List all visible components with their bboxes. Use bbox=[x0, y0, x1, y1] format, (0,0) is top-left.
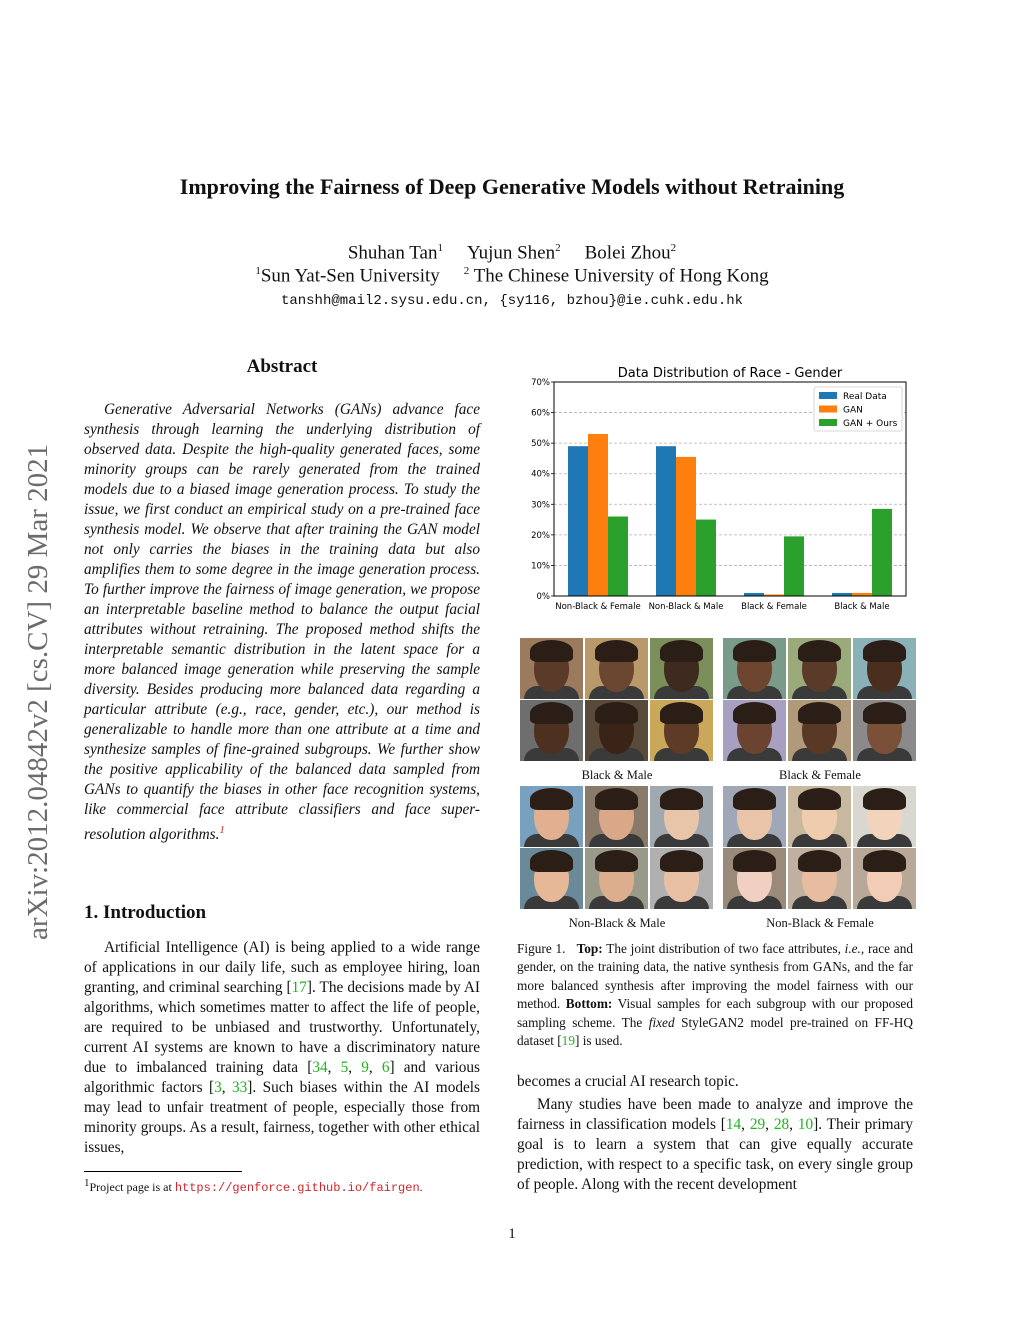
footnote-number: 1 bbox=[84, 1177, 90, 1189]
race-gender-bar-chart bbox=[520, 360, 916, 620]
x-tick-label: Non-Black & Female bbox=[555, 602, 641, 612]
text-run: ]. The decisions made by AI algorithms, which sometimes matter to affect the life of people, are required to be unbiased and trustworthy. Unfortunately, current AI systems are known to have a discriminatory nature due to imbalanced training data [ bbox=[84, 979, 480, 1076]
citation-link[interactable]: 29 bbox=[749, 1116, 766, 1133]
footnote-text: Project page is at bbox=[89, 1180, 175, 1194]
bar bbox=[608, 517, 628, 596]
y-tick-label: 30% bbox=[531, 500, 550, 511]
author-affil-mark: 2 bbox=[670, 242, 677, 254]
face-sample-image bbox=[650, 700, 713, 761]
text-run: fixed bbox=[648, 1014, 675, 1030]
text-run: ] is used. bbox=[574, 1033, 623, 1049]
face-sample-image bbox=[853, 848, 916, 909]
paper-title: Improving the Fairness of Deep Generative Models without Retraining bbox=[179, 174, 845, 199]
figure-caption bbox=[517, 940, 913, 1050]
citation-link[interactable]: 19 bbox=[561, 1033, 575, 1049]
face-sample-image bbox=[723, 700, 786, 761]
face-sample-image bbox=[650, 786, 713, 847]
y-tick-label: 70% bbox=[531, 378, 550, 388]
face-sample-image bbox=[585, 638, 648, 699]
author-emails: tanshh@mail2.sysu.edu.cn, {sy116, bzhou}@ie.cuhk.edu.hk bbox=[280, 293, 744, 309]
caption-label: Figure 1. bbox=[517, 941, 566, 956]
text-run: . bbox=[419, 1180, 423, 1194]
face-sample-image bbox=[788, 700, 851, 761]
abstract-body: Generative Adversarial Networks (GANs) advance face synthesis through learning the underlying distribution of observed data. Despite the high-quality generated faces, some minority groups can be rarely generated from the trained models due to a biased image generation process. To study the issue, we first conduct an empirical study on a pre-trained face synthesis model. We observe that after training the GAN model not only carries the biases in the training data but also amplifies them to some degree in the image generation process. To further improve the fairness of image generation, we propose an interpretable baseline method to balance the output facial attributes without retraining. The proposed method shifts the interpretable semantic distribution in the latent space for a more balanced image generation while preserving the sample diversity. Besides producing more balanced data regarding a particular attribute (e.g., race, gender, etc.), our method is generalizable to handle more than one attribute at a time and synthesize samples of fine-grained subgroups. We further show the positive applicability of the balanced data sampled from GANs to quantify the biases in other face recognition systems, like commercial face attribute classifiers and face super-resolution algorithms. bbox=[84, 401, 480, 844]
y-tick-label: 50% bbox=[531, 439, 550, 450]
face-group-label: Non-Black & Male bbox=[568, 916, 666, 930]
footnote bbox=[84, 1177, 480, 1195]
face-sample-image bbox=[650, 638, 713, 699]
right-column-text bbox=[517, 1072, 913, 1195]
text-run: StyleGAN2 model pre-trained on FF-HQ dataset [ bbox=[517, 1014, 913, 1049]
face-sample-image bbox=[723, 786, 786, 847]
affiliation: The Chinese University of Hong Kong bbox=[473, 265, 769, 287]
face-sample-image bbox=[788, 638, 851, 699]
author-list bbox=[0, 242, 1024, 264]
author-affil-mark: 1 bbox=[437, 242, 443, 254]
face-sample-image bbox=[723, 848, 786, 909]
face-group-label: Black & Male bbox=[581, 768, 653, 782]
citation-link[interactable]: 28 bbox=[773, 1116, 790, 1133]
author-affil-mark: 2 bbox=[555, 242, 561, 254]
y-tick-label: 20% bbox=[531, 530, 550, 541]
citation-link[interactable]: 34 bbox=[312, 1059, 328, 1076]
affiliation-list bbox=[0, 265, 1024, 287]
text-run: i.e. bbox=[844, 941, 861, 956]
legend-label: GAN bbox=[843, 405, 863, 416]
face-sample-image bbox=[853, 638, 916, 699]
author-name: Yujun Shen bbox=[466, 242, 556, 264]
x-tick-label: Black & Male bbox=[834, 602, 890, 612]
paragraph: Many studies have been made to analyze and improve the fairness in classification models [14, 29, 28, 10]. Their primary goal is to learn a system that can give equally accurate prediction, with respect to a specific task, on every single group of people. Along with the recent development bbox=[517, 1096, 914, 1193]
citation-link[interactable]: 17 bbox=[291, 979, 307, 996]
paragraph: becomes a crucial AI research topic. bbox=[517, 1073, 739, 1090]
legend-label: GAN + Ours bbox=[843, 419, 898, 429]
citation-link[interactable]: 14 bbox=[725, 1116, 742, 1133]
text-run: ]. Such biases within the AI models may lead to unfair treatment of people, especially those from minority groups. As a result, fairness, together with other ethical issues, bbox=[84, 1079, 480, 1156]
x-tick-label: Black & Female bbox=[741, 602, 807, 612]
citation-link[interactable]: 33 bbox=[231, 1079, 248, 1096]
affil-mark: 2 bbox=[463, 265, 470, 277]
face-sample-image bbox=[585, 700, 648, 761]
text-run: ]. Their primary goal is to learn a system that can give equally accurate prediction, with respect to a specific task, on every single group of people. Along with the recent development bbox=[517, 1116, 914, 1193]
y-tick-label: 40% bbox=[531, 469, 550, 480]
face-sample-image bbox=[520, 786, 583, 847]
legend-swatch bbox=[819, 392, 837, 399]
face-sample-image bbox=[585, 848, 648, 909]
x-tick-label: Non-Black & Male bbox=[648, 602, 724, 612]
bar bbox=[656, 446, 676, 596]
face-sample-image bbox=[585, 786, 648, 847]
face-group-label: Black & Female bbox=[779, 768, 861, 782]
page-number: 1 bbox=[508, 1226, 516, 1242]
caption-bold: Bottom: bbox=[565, 996, 613, 1012]
footnote-rule bbox=[84, 1171, 242, 1172]
face-sample-image bbox=[853, 786, 916, 847]
arxiv-stamp: arXiv:2012.04842v2 [cs.CV] 29 Mar 2021 bbox=[22, 443, 54, 940]
bar bbox=[872, 509, 892, 596]
text-run: Artificial Intelligence (AI) is being applied to a wide range of applications in our daily life, such as employee hiring, loan granting, and criminal searching [ bbox=[84, 939, 480, 996]
caption-bold: Top: bbox=[576, 941, 603, 956]
bar bbox=[568, 446, 588, 596]
author-name: Bolei Zhou bbox=[584, 242, 671, 264]
face-sample-image bbox=[520, 700, 583, 761]
face-sample-image bbox=[650, 848, 713, 909]
citation-link[interactable]: 6 bbox=[381, 1059, 390, 1076]
face-samples-grid bbox=[520, 638, 916, 930]
face-sample-image bbox=[853, 700, 916, 761]
citation-link[interactable]: 5 bbox=[340, 1059, 349, 1076]
project-url-link[interactable]: https://genforce.github.io/fairgen bbox=[174, 1181, 420, 1195]
y-tick-label: 10% bbox=[531, 561, 550, 572]
text-run: The joint distribution of two face attributes, bbox=[602, 941, 845, 956]
y-tick-label: 0% bbox=[536, 592, 550, 602]
face-sample-image bbox=[723, 638, 786, 699]
footnote-mark[interactable]: 1 bbox=[219, 824, 225, 836]
intro-paragraph: Artificial Intelligence (AI) is being applied to a wide range of applications in our daily life, such as employee hiring, loan granting, and criminal searching [17]. The decisions made by AI algorithms, which sometimes matter to affect the life of people, are required to be unbiased and trustworthy. Unfortunately, current AI systems are known to have a discriminatory nature due to imbalanced training data [34, 5, 9, 6] and various algorithmic factors [3, 33]. Such biases within the AI models may lead to unfair treatment of people, especially those from minority groups. As a result, fairness, together with other ethical issues, bbox=[84, 939, 480, 1156]
legend-swatch bbox=[819, 406, 837, 413]
citation-link[interactable]: 10 bbox=[797, 1116, 814, 1133]
face-sample-image bbox=[520, 638, 583, 699]
citation-link[interactable]: 9 bbox=[361, 1059, 369, 1076]
author-name: Shuhan Tan bbox=[347, 242, 438, 264]
face-sample-image bbox=[788, 848, 851, 909]
affiliation: Sun Yat-Sen University bbox=[260, 265, 440, 287]
face-group-label: Non-Black & Female bbox=[766, 916, 874, 930]
bar bbox=[588, 434, 608, 596]
abstract-heading: Abstract bbox=[246, 356, 318, 377]
text-run: Visual samples for each subgroup with our proposed sampling scheme. The bbox=[517, 996, 913, 1030]
text-run: ] and various algorithmic factors [ bbox=[84, 1059, 480, 1096]
affil-mark: 1 bbox=[255, 265, 261, 277]
face-sample-image bbox=[788, 786, 851, 847]
bar bbox=[784, 536, 804, 596]
section-heading: 1. Introduction bbox=[84, 902, 207, 923]
citation-link[interactable]: 3 bbox=[214, 1079, 222, 1096]
text-run: , race and gender, on the training data, the native synthesis from GANs, and the far more balanced synthesis after improving the model fairness with our method. bbox=[517, 941, 913, 1012]
legend-swatch bbox=[819, 419, 837, 426]
abstract-text bbox=[84, 400, 480, 845]
y-tick-label: 60% bbox=[531, 408, 550, 419]
bar bbox=[676, 457, 696, 596]
face-sample-image bbox=[520, 848, 583, 909]
bar bbox=[696, 520, 716, 596]
text-run: Many studies have been made to analyze and improve the fairness in classification models [ bbox=[517, 1096, 913, 1133]
chart-title: Data Distribution of Race - Gender bbox=[617, 366, 843, 381]
legend-label: Real Data bbox=[843, 392, 887, 402]
